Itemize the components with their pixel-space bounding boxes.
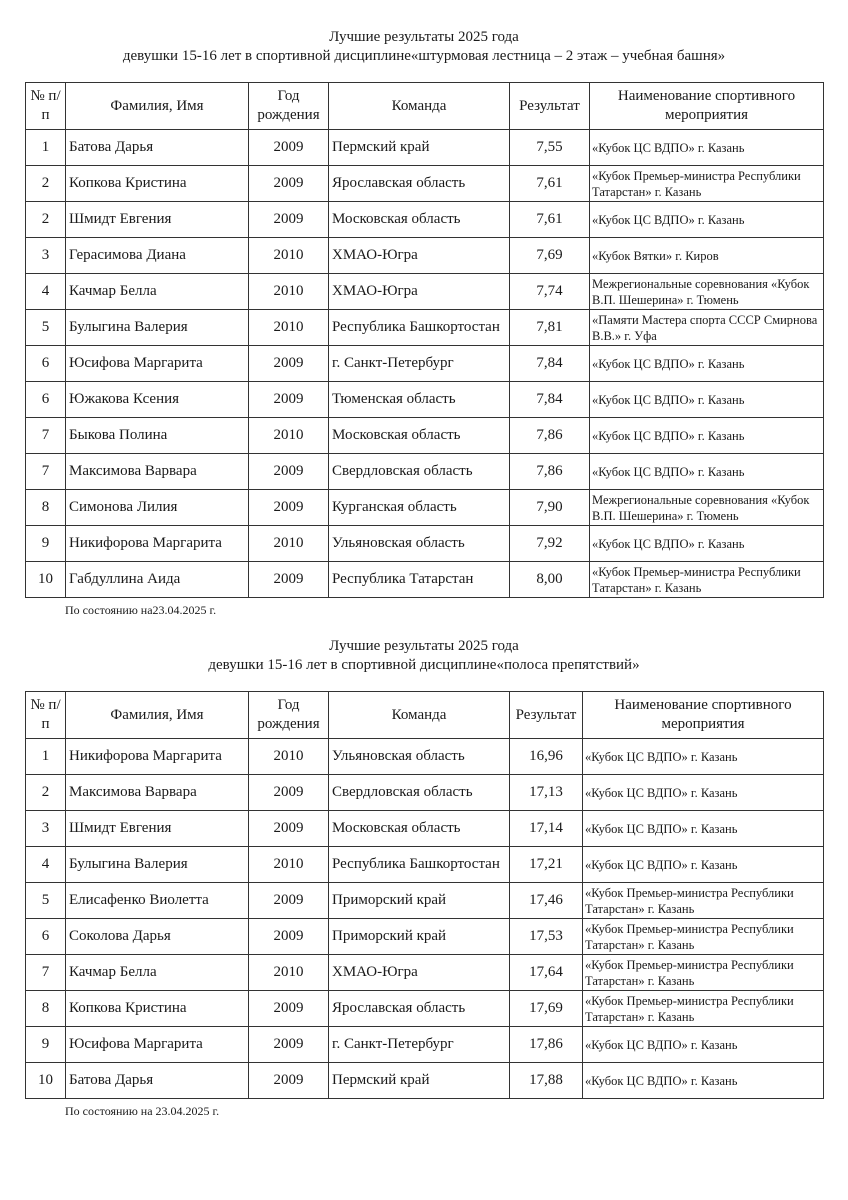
place-cell: 2 — [26, 775, 66, 811]
team-cell: Пермский край — [329, 130, 510, 166]
header-event: Наименование спортивного мероприятия — [590, 83, 824, 130]
name-cell: Юсифова Маргарита — [66, 346, 249, 382]
birth-year-cell: 2009 — [249, 991, 329, 1027]
table-row — [26, 847, 824, 883]
result-cell: 17,88 — [510, 1063, 583, 1099]
name-cell: Булыгина Валерия — [66, 847, 249, 883]
header-team: Команда — [329, 692, 510, 739]
birth-year-cell: 2009 — [249, 382, 329, 418]
table-row — [26, 739, 824, 775]
event-cell: «Кубок ЦС ВДПО» г. Казань — [583, 775, 824, 811]
name-cell: Никифорова Маргарита — [66, 526, 249, 562]
birth-year-cell: 2010 — [249, 274, 329, 310]
table-row — [26, 991, 824, 1027]
birth-year-cell: 2009 — [249, 919, 329, 955]
place-cell: 4 — [26, 274, 66, 310]
place-cell: 7 — [26, 454, 66, 490]
birth-year-cell: 2009 — [249, 1027, 329, 1063]
result-cell: 7,55 — [510, 130, 590, 166]
result-cell: 7,90 — [510, 490, 590, 526]
birth-year-cell: 2009 — [249, 562, 329, 598]
table-row — [26, 454, 824, 490]
team-cell: г. Санкт-Петербург — [329, 346, 510, 382]
event-cell: «Кубок ЦС ВДПО» г. Казань — [583, 1063, 824, 1099]
birth-year-cell: 2010 — [249, 310, 329, 346]
team-cell: Курганская область — [329, 490, 510, 526]
team-cell: Республика Башкортостан — [329, 310, 510, 346]
result-cell: 7,84 — [510, 382, 590, 418]
place-cell: 1 — [26, 130, 66, 166]
section1-title-line1: Лучшие результаты 2025 года — [329, 29, 519, 45]
table-row — [26, 955, 824, 991]
place-cell: 9 — [26, 1027, 66, 1063]
table-row — [26, 562, 824, 598]
name-cell: Шмидт Евгения — [66, 811, 249, 847]
event-cell: «Кубок ЦС ВДПО» г. Казань — [590, 346, 824, 382]
birth-year-cell: 2009 — [249, 490, 329, 526]
result-cell: 7,74 — [510, 274, 590, 310]
result-cell: 7,92 — [510, 526, 590, 562]
name-cell: Елисафенко Виолетта — [66, 883, 249, 919]
header-result: Результат — [510, 692, 583, 739]
result-cell: 8,00 — [510, 562, 590, 598]
result-cell: 17,53 — [510, 919, 583, 955]
birth-year-cell: 2009 — [249, 166, 329, 202]
name-cell: Копкова Кристина — [66, 166, 249, 202]
place-cell: 1 — [26, 739, 66, 775]
place-cell: 3 — [26, 238, 66, 274]
place-cell: 3 — [26, 811, 66, 847]
team-cell: Республика Башкортостан — [329, 847, 510, 883]
event-cell: «Кубок ЦС ВДПО» г. Казань — [590, 202, 824, 238]
name-cell: Соколова Дарья — [66, 919, 249, 955]
birth-year-cell: 2010 — [249, 526, 329, 562]
team-cell: Свердловская область — [329, 454, 510, 490]
place-cell: 8 — [26, 490, 66, 526]
place-cell: 2 — [26, 202, 66, 238]
header-name: Фамилия, Имя — [66, 83, 249, 130]
result-cell: 17,69 — [510, 991, 583, 1027]
name-cell: Качмар Белла — [66, 955, 249, 991]
name-cell: Симонова Лилия — [66, 490, 249, 526]
result-cell: 17,86 — [510, 1027, 583, 1063]
name-cell: Никифорова Маргарита — [66, 739, 249, 775]
place-cell: 8 — [26, 991, 66, 1027]
table-row — [26, 1027, 824, 1063]
table-row — [26, 919, 824, 955]
team-cell: ХМАО-Югра — [329, 274, 510, 310]
section1-status-note: По состоянию на23.04.2025 г. — [65, 603, 217, 617]
name-cell: Батова Дарья — [66, 1063, 249, 1099]
table-row — [26, 382, 824, 418]
team-cell: ХМАО-Югра — [329, 238, 510, 274]
header-birth-year: Год рождения — [249, 83, 329, 130]
table-row — [26, 166, 824, 202]
name-cell: Южакова Ксения — [66, 382, 249, 418]
team-cell: Московская область — [329, 811, 510, 847]
event-cell: «Кубок ЦС ВДПО» г. Казань — [583, 811, 824, 847]
result-cell: 17,64 — [510, 955, 583, 991]
place-cell: 6 — [26, 919, 66, 955]
place-cell: 10 — [26, 1063, 66, 1099]
header-place: № п/п — [26, 692, 66, 739]
table-row — [26, 418, 824, 454]
event-cell: «Кубок Вятки» г. Киров — [590, 238, 824, 274]
section2-title — [0, 637, 848, 675]
place-cell: 9 — [26, 526, 66, 562]
table-header-row — [26, 83, 824, 130]
team-cell: ХМАО-Югра — [329, 955, 510, 991]
event-cell: «Кубок ЦС ВДПО» г. Казань — [590, 526, 824, 562]
result-cell: 7,61 — [510, 166, 590, 202]
table-header-row — [26, 692, 824, 739]
result-cell: 7,84 — [510, 346, 590, 382]
name-cell: Копкова Кристина — [66, 991, 249, 1027]
place-cell: 7 — [26, 418, 66, 454]
table-row — [26, 490, 824, 526]
team-cell: Приморский край — [329, 883, 510, 919]
event-cell: «Кубок Премьер-министра Республики Татарстан» г. Казань — [590, 562, 824, 598]
event-cell: «Кубок Премьер-министра Республики Татарстан» г. Казань — [590, 166, 824, 202]
event-cell: «Кубок Премьер-министра Республики Татарстан» г. Казань — [583, 955, 824, 991]
name-cell: Максимова Варвара — [66, 454, 249, 490]
result-cell: 7,86 — [510, 418, 590, 454]
table-row — [26, 526, 824, 562]
birth-year-cell: 2010 — [249, 238, 329, 274]
team-cell: Свердловская область — [329, 775, 510, 811]
birth-year-cell: 2010 — [249, 847, 329, 883]
result-cell: 17,21 — [510, 847, 583, 883]
table-row — [26, 883, 824, 919]
place-cell: 5 — [26, 310, 66, 346]
event-cell: «Кубок ЦС ВДПО» г. Казань — [583, 739, 824, 775]
section2-title-line1: Лучшие результаты 2025 года — [329, 638, 519, 654]
birth-year-cell: 2009 — [249, 883, 329, 919]
result-cell: 17,13 — [510, 775, 583, 811]
header-place: № п/п — [26, 83, 66, 130]
birth-year-cell: 2010 — [249, 418, 329, 454]
name-cell: Габдуллина Аида — [66, 562, 249, 598]
result-cell: 17,14 — [510, 811, 583, 847]
team-cell: Московская область — [329, 202, 510, 238]
name-cell: Булыгина Валерия — [66, 310, 249, 346]
event-cell: «Кубок Премьер-министра Республики Татарстан» г. Казань — [583, 991, 824, 1027]
name-cell: Быкова Полина — [66, 418, 249, 454]
results-table-obstacle-course — [25, 691, 824, 1099]
place-cell: 7 — [26, 955, 66, 991]
team-cell: Московская область — [329, 418, 510, 454]
place-cell: 6 — [26, 346, 66, 382]
place-cell: 6 — [26, 382, 66, 418]
name-cell: Шмидт Евгения — [66, 202, 249, 238]
team-cell: Пермский край — [329, 1063, 510, 1099]
table-row — [26, 202, 824, 238]
header-team: Команда — [329, 83, 510, 130]
header-name: Фамилия, Имя — [66, 692, 249, 739]
result-cell: 17,46 — [510, 883, 583, 919]
event-cell: «Кубок ЦС ВДПО» г. Казань — [590, 454, 824, 490]
name-cell: Герасимова Диана — [66, 238, 249, 274]
team-cell: Приморский край — [329, 919, 510, 955]
event-cell: «Кубок ЦС ВДПО» г. Казань — [583, 847, 824, 883]
birth-year-cell: 2010 — [249, 739, 329, 775]
table-row — [26, 811, 824, 847]
section1-title — [0, 28, 848, 66]
section2-status-note: По состоянию на 23.04.2025 г. — [65, 1104, 220, 1118]
team-cell: Ульяновская область — [329, 526, 510, 562]
result-cell: 16,96 — [510, 739, 583, 775]
name-cell: Максимова Варвара — [66, 775, 249, 811]
birth-year-cell: 2009 — [249, 346, 329, 382]
place-cell: 2 — [26, 166, 66, 202]
birth-year-cell: 2009 — [249, 775, 329, 811]
place-cell: 10 — [26, 562, 66, 598]
birth-year-cell: 2009 — [249, 202, 329, 238]
results-table-assault-ladder — [25, 82, 824, 598]
event-cell: «Памяти Мастера спорта СССР Смирнова В.В.» г. Уфа — [590, 310, 824, 346]
name-cell: Юсифова Маргарита — [66, 1027, 249, 1063]
result-cell: 7,61 — [510, 202, 590, 238]
birth-year-cell: 2009 — [249, 130, 329, 166]
event-cell: Межрегиональные соревнования «Кубок В.П. Шешерина» г. Тюмень — [590, 274, 824, 310]
event-cell: «Кубок ЦС ВДПО» г. Казань — [590, 382, 824, 418]
table-row — [26, 130, 824, 166]
team-cell: г. Санкт-Петербург — [329, 1027, 510, 1063]
name-cell: Качмар Белла — [66, 274, 249, 310]
name-cell: Батова Дарья — [66, 130, 249, 166]
team-cell: Ульяновская область — [329, 739, 510, 775]
section2-title-line2: девушки 15-16 лет в спортивной дисциплине«полоса препятствий» — [208, 657, 640, 673]
team-cell: Тюменская область — [329, 382, 510, 418]
header-event: Наименование спортивного мероприятия — [583, 692, 824, 739]
result-cell: 7,81 — [510, 310, 590, 346]
event-cell: «Кубок ЦС ВДПО» г. Казань — [590, 418, 824, 454]
header-birth-year: Год рождения — [249, 692, 329, 739]
table-row — [26, 1063, 824, 1099]
event-cell: «Кубок Премьер-министра Республики Татарстан» г. Казань — [583, 883, 824, 919]
place-cell: 4 — [26, 847, 66, 883]
birth-year-cell: 2009 — [249, 1063, 329, 1099]
birth-year-cell: 2009 — [249, 811, 329, 847]
team-cell: Ярославская область — [329, 991, 510, 1027]
result-cell: 7,86 — [510, 454, 590, 490]
birth-year-cell: 2010 — [249, 955, 329, 991]
table-row — [26, 310, 824, 346]
team-cell: Ярославская область — [329, 166, 510, 202]
table-row — [26, 274, 824, 310]
table-row — [26, 775, 824, 811]
birth-year-cell: 2009 — [249, 454, 329, 490]
result-cell: 7,69 — [510, 238, 590, 274]
section1-title-line2: девушки 15-16 лет в спортивной дисциплине«штурмовая лестница – 2 этаж – учебная башня» — [122, 48, 726, 64]
event-cell: Межрегиональные соревнования «Кубок В.П. Шешерина» г. Тюмень — [590, 490, 824, 526]
place-cell: 5 — [26, 883, 66, 919]
team-cell: Республика Татарстан — [329, 562, 510, 598]
event-cell: «Кубок ЦС ВДПО» г. Казань — [590, 130, 824, 166]
header-result: Результат — [510, 83, 590, 130]
event-cell: «Кубок Премьер-министра Республики Татарстан» г. Казань — [583, 919, 824, 955]
table-row — [26, 238, 824, 274]
table-row — [26, 346, 824, 382]
event-cell: «Кубок ЦС ВДПО» г. Казань — [583, 1027, 824, 1063]
